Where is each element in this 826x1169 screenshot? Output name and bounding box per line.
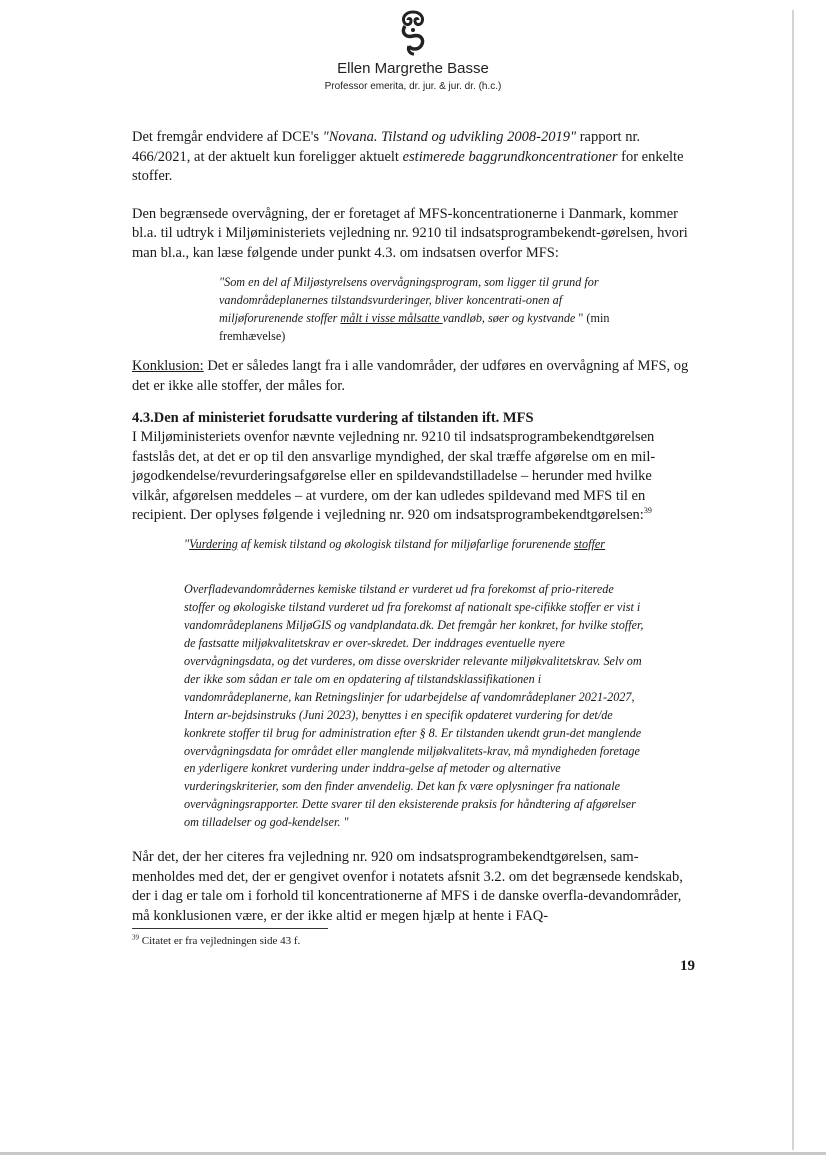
- body-text: [132, 128, 692, 926]
- footnote-reference: 39: [643, 506, 652, 516]
- logo-icon: [397, 10, 429, 56]
- paragraph-2: Den begrænsede overvågning, der er foretaget af MFS-koncentrationerne i Danmark, kommer bl.a. til udtryk i Miljøministeriets vejledning nr. 9210 til indsatsprogrambekendt-gørelsen, hvori man bl.a., kan læse følgende under punkt 4.3. om indsatsen overfor MFS:: [132, 205, 688, 261]
- page-number: 19: [680, 958, 695, 974]
- scan-edge-right: [792, 10, 794, 1150]
- footnote: $^{39}$ Citatet er fra vejledningen side 43 f.: [132, 933, 301, 947]
- author-name: Ellen Margrethe Basse: [337, 60, 489, 77]
- block-quote-2: [184, 536, 644, 833]
- letterhead: [0, 10, 826, 92]
- footnote-divider: [132, 928, 328, 929]
- quote-body: Overfladevandområdernes kemiske tilstand er vurderet ud fra forekomst af prio-riterede stoffer og økologiske tilstand vurderet ud fra forekomst af nationalt spe-cifikke stoffer er vist i vandområdeplanens MiljøGIS og vandplandata.dk. Det fremgår her konkret, for hvilke stoffer, de fastsatte miljøkvalitetskrav er over-skredet. Der inddrages eventuelle nyere overvågningsdata, og det vurderes, om disse overskrider relevante miljøkvalitetskrav. Selv om der ikke som sådan er tale om en opdatering af tilstandsklassifikationen i vandområdeplanerne, kan Retningslinjer for udarbejdelse af vandområdeplaner 2021-2027, Intern ar-bejdsinstruks (Juni 2023), benyttes i en specifik opdateret vurdering for det/de konkrete stoffer til brug for administration efter § 8. Er tilstanden ukendt grun-det manglende overvågningsdata for området eller manglende miljøkvalitets-krav, må myndigheden foretage en yderligere konkret vurdering under inddra-gelse af metoder og alternative vurderingskriterier, som den finder anvendelig. Det kan fx være oplysninger fra nationale overvågningsrapporter. Dette svarer til den eksisterende praksis for håndtering af afgørelser om tilladelser og god-kendelser. ": [184, 582, 644, 830]
- conclusion-paragraph: Konklusion: Det er således langt fra i alle vandområder, der udføres en overvågning af MFS, og det er ikke alle stoffer, der måles for.: [132, 358, 689, 394]
- block-quote-1: "Som en del af Miljøstyrelsens overvågningsprogram, som ligger til grund for vandområdeplanernes tilstandsvurderinger, bliver koncentrati-onen af miljøforurenende stoffer målt i visse målsatte vandløb, søer og kystvande " (min fremhævelse): [219, 275, 610, 343]
- section-heading: 4.3.Den af ministeriet forudsatte vurdering af tilstanden ift. MFS: [132, 410, 534, 426]
- paragraph-1: Det fremgår endvidere af DCE's "Novana. Tilstand og udvikling 2008-2019" rapport nr. 466/2021, at der aktuelt kun foreligger aktuelt estimerede baggrundkoncentrationer for enkelte stoffer.: [132, 129, 684, 184]
- author-title: Professor emerita, dr. jur. & jur. dr. (h.c.): [324, 81, 502, 92]
- section-body: I Miljøministeriets ovenfor nævnte vejledning nr. 9210 til indsatsprogrambekendtgørelsen fastslås det, at det er op til den ansvarlige myndighed, der skal træffe afgørelse om en mil-jøgodkendelse/revurderingsafgørelse eller en spildevandstilladelse – herunder med hvilke vilkår, afgørelsen meddeles – at vurdere, om der kan udledes spildevand med MFS til en recipient. Der oplyses følgende i vejledning nr. 920 om indsatsprogrambekendtgørelsen:$^{39}$: [132, 429, 656, 523]
- paragraph-final: Når det, der her citeres fra vejledning nr. 920 om indsatsprogrambekendtgørelsen, sam-menholdes med det, der er gengivet ovenfor i notatets afsnit 3.2. om det begrænsede kendskab, der i dag er tale om i forhold til koncentrationerne af MFS i de danske overfla-devandområder, må konklusionen være, er der ikke altid er megen hjælp at hente i FAQ-: [132, 849, 683, 924]
- conclusion-label: Konklusion:: [132, 358, 204, 374]
- emphasis-underline: målt i visse målsatte: [340, 311, 443, 325]
- scan-edge-bottom: [0, 1152, 826, 1155]
- quote-title: "Vurdering af kemisk tilstand og økologisk tilstand for miljøfarlige forurenende stoffer: [184, 536, 606, 551]
